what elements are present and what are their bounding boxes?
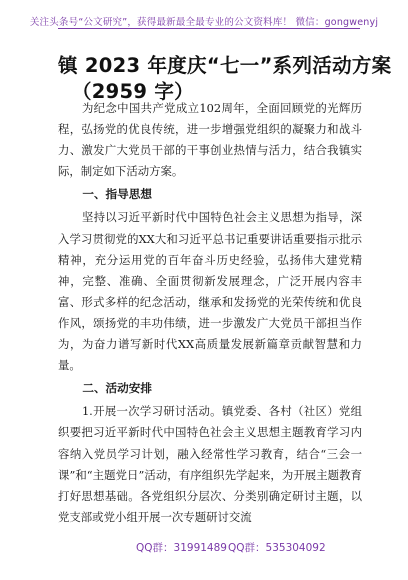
activity-arrangement-paragraph: 1.开展一次学习研讨活动。镇党委、各村（社区）党组织要把习近平新时代中国特色社会主义思想主题教育学习内容纳入党员学习计划，融入经常性学习教育，结合“三会一课”和“主题党日”活动，有序组织先学起来，为开展主题教育打好思想基础。各党组织分层次、分类别确定研讨主题，以党支部或党小组开展一次专题研讨交流 bbox=[58, 404, 362, 524]
document-body bbox=[58, 98, 362, 528]
section-heading-guiding-ideology: 一、指导思想 bbox=[82, 187, 152, 202]
header-divider bbox=[58, 28, 360, 29]
guiding-ideology-paragraph: 坚持以习近平新时代中国特色社会主义思想为指导，深入学习贯彻党的XX大和习近平总书记重要讲话重要指示批示精神，充分运用党的百年奋斗历史经验，弘扬伟大建党精神，完整、准确、全面贯彻新发展理念，广泛开展内容丰富、形式多样的纪念活动，继承和发扬党的光荣传统和优良作风，颂扬党的丰功伟绩，进一步激发广大党员干部担当作为，为奋力谱写新时代XX高质量发展新篇章贡献智慧和力量。 bbox=[58, 210, 362, 373]
intro-paragraph: 为纪念中国共产党成立102周年，全面回顾党的光辉历程，弘扬党的优良传统，进一步增强党组织的凝聚力和战斗力、激发广大党员干部的干事创业热情与活力，结合我镇实际，制定如下活动方案。 bbox=[58, 101, 362, 179]
title-wordcount: （2959 字） bbox=[72, 80, 194, 103]
footer-qq-group-1: QQ群：31991489 bbox=[136, 542, 227, 554]
footer-qq-group-2: QQ群：535304092 bbox=[228, 542, 326, 554]
header-banner: 关注头条号“公文研究”，获得最新最全最专业的公文资料库！ 微信：gongwenyj bbox=[29, 17, 379, 28]
section-heading-activity-arrangement: 二、活动安排 bbox=[82, 381, 152, 396]
title-main: 镇 2023 年度庆“七一”系列活动方案 bbox=[58, 54, 392, 77]
